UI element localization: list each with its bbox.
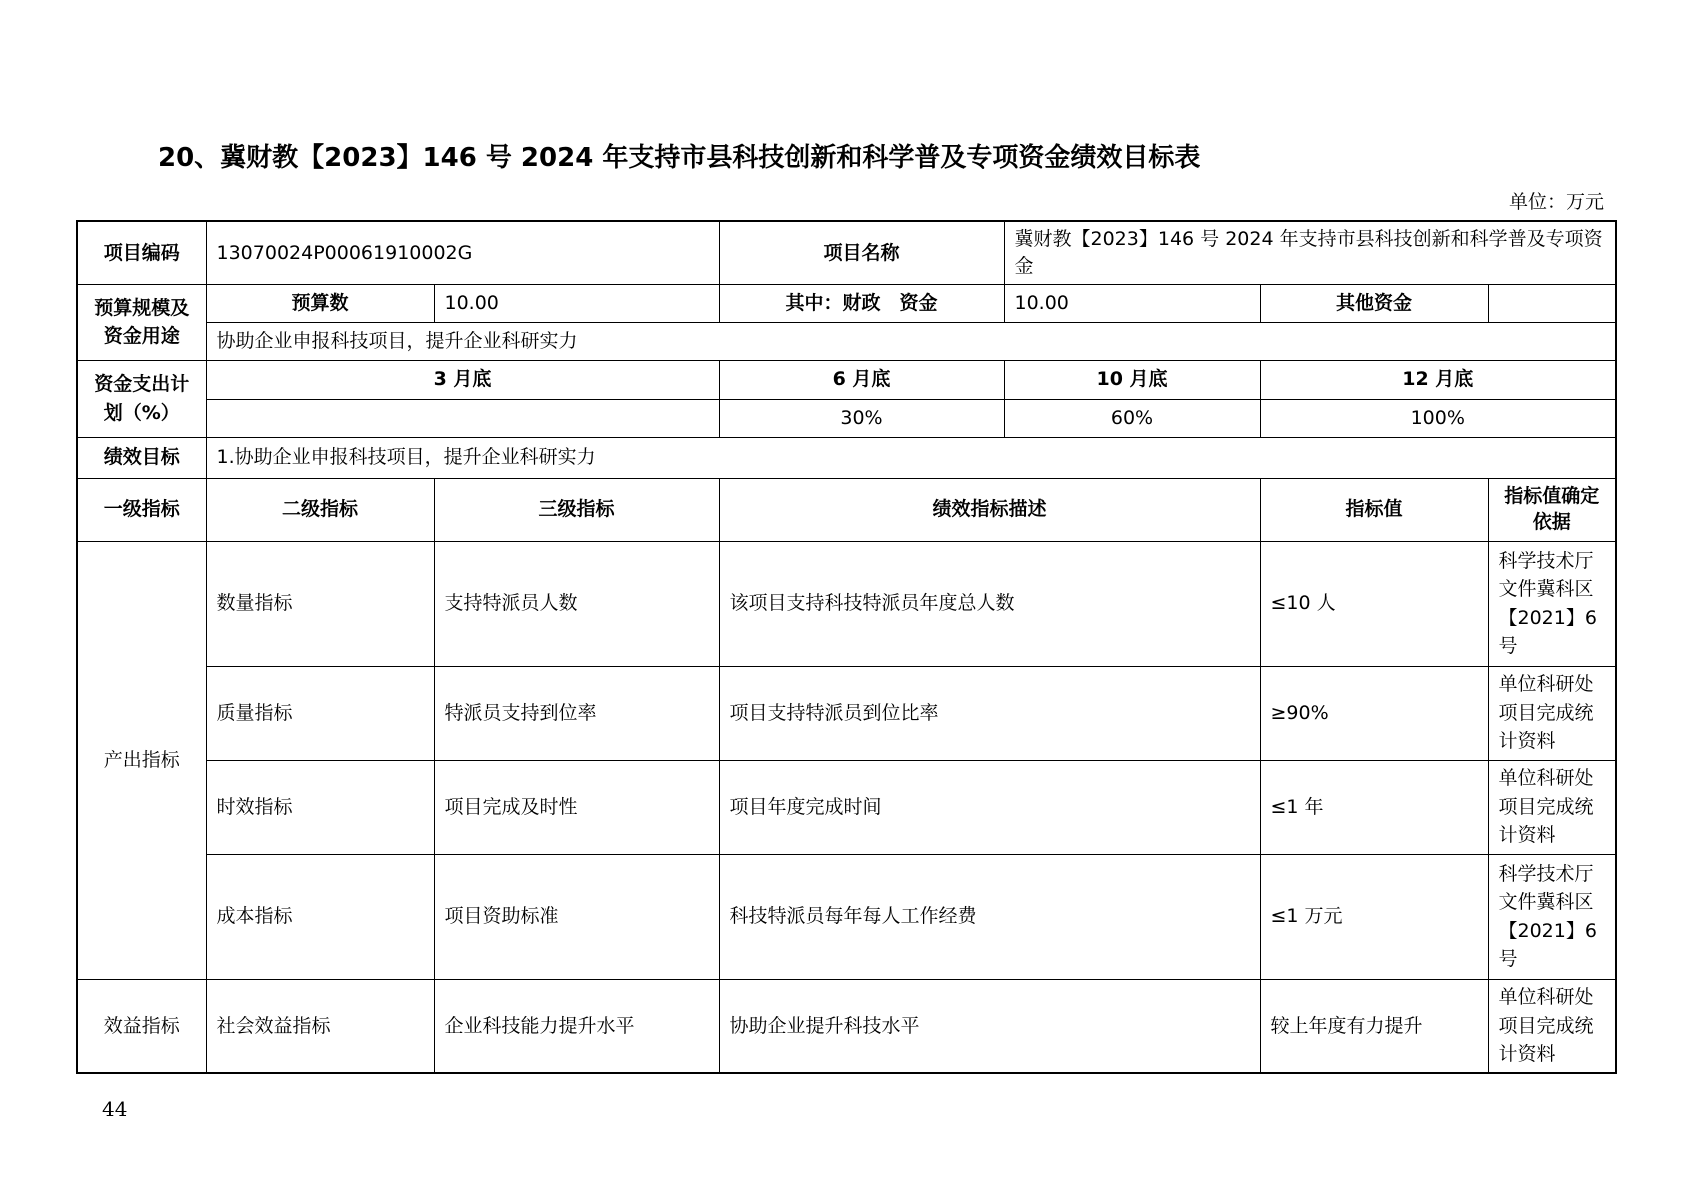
performance-table xyxy=(76,220,1617,1074)
value-cell: ≤1 年 xyxy=(1260,760,1488,854)
description-cell: 科技特派员每年每人工作经费 xyxy=(719,854,1260,979)
budget-row xyxy=(77,284,1616,322)
level1-benefit: 效益指标 xyxy=(77,979,206,1073)
plan-col-dec: 12 月底 xyxy=(1260,360,1616,399)
level3-cell: 项目资助标准 xyxy=(434,854,719,979)
goal-text: 1.协助企业申报科技项目，提升企业科研实力 xyxy=(206,437,1616,478)
plan-col-jun: 6 月底 xyxy=(719,360,1004,399)
page-number: 44 xyxy=(102,1097,128,1121)
table-row xyxy=(77,541,1616,666)
level3-cell: 企业科技能力提升水平 xyxy=(434,979,719,1073)
plan-value-dec: 100% xyxy=(1260,399,1616,437)
budget-amount-label: 预算数 xyxy=(206,284,434,322)
plan-header-row xyxy=(77,360,1616,399)
table-row xyxy=(77,760,1616,854)
plan-section-label: 资金支出计划（%） xyxy=(77,360,206,437)
description-cell: 该项目支持科技特派员年度总人数 xyxy=(719,541,1260,666)
header-basis: 指标值确定依据 xyxy=(1488,478,1616,541)
header-description: 绩效指标描述 xyxy=(719,478,1260,541)
funds-usage: 协助企业申报科技项目，提升企业科研实力 xyxy=(206,322,1616,360)
header-level3: 三级指标 xyxy=(434,478,719,541)
finance-funds-label: 其中：财政 资金 xyxy=(719,284,1004,322)
project-info-row xyxy=(77,221,1616,284)
value-cell: 较上年度有力提升 xyxy=(1260,979,1488,1073)
level2-cell: 社会效益指标 xyxy=(206,979,434,1073)
level1-output: 产出指标 xyxy=(77,541,206,979)
plan-value-mar xyxy=(206,399,719,437)
finance-funds: 10.00 xyxy=(1004,284,1260,322)
plan-col-oct: 10 月底 xyxy=(1004,360,1260,399)
level2-cell: 数量指标 xyxy=(206,541,434,666)
value-cell: ≤10 人 xyxy=(1260,541,1488,666)
description-cell: 项目支持特派员到位比率 xyxy=(719,666,1260,760)
level2-cell: 质量指标 xyxy=(206,666,434,760)
basis-cell: 单位科研处项目完成统计资料 xyxy=(1488,979,1616,1073)
plan-values-row xyxy=(77,399,1616,437)
plan-value-jun: 30% xyxy=(719,399,1004,437)
usage-row xyxy=(77,322,1616,360)
plan-value-oct: 60% xyxy=(1004,399,1260,437)
description-cell: 项目年度完成时间 xyxy=(719,760,1260,854)
plan-col-mar: 3 月底 xyxy=(206,360,719,399)
header-level2: 二级指标 xyxy=(206,478,434,541)
value-cell: ≤1 万元 xyxy=(1260,854,1488,979)
level2-cell: 成本指标 xyxy=(206,854,434,979)
page-title: 20、冀财教【2023】146 号 2024 年支持市县科技创新和科学普及专项资金绩效目标表 xyxy=(158,143,1201,173)
header-level1: 一级指标 xyxy=(77,478,206,541)
table-row xyxy=(77,666,1616,760)
project-name-label: 项目名称 xyxy=(719,221,1004,284)
level3-cell: 支持特派员人数 xyxy=(434,541,719,666)
basis-cell: 科学技术厅文件冀科区【2021】6 号 xyxy=(1488,541,1616,666)
goal-row xyxy=(77,437,1616,478)
budget-amount: 10.00 xyxy=(434,284,719,322)
project-code: 13070024P00061910002G xyxy=(206,221,719,284)
table-row xyxy=(77,854,1616,979)
basis-cell: 单位科研处项目完成统计资料 xyxy=(1488,666,1616,760)
unit-label: 单位：万元 xyxy=(1508,191,1604,213)
table-row xyxy=(77,979,1616,1073)
basis-cell: 单位科研处项目完成统计资料 xyxy=(1488,760,1616,854)
project-name: 冀财教【2023】146 号 2024 年支持市县科技创新和科学普及专项资金 xyxy=(1004,221,1616,284)
other-funds xyxy=(1488,284,1616,322)
other-funds-label: 其他资金 xyxy=(1260,284,1488,322)
header-value: 指标值 xyxy=(1260,478,1488,541)
indicator-header-row xyxy=(77,478,1616,541)
level3-cell: 特派员支持到位率 xyxy=(434,666,719,760)
level3-cell: 项目完成及时性 xyxy=(434,760,719,854)
goal-label: 绩效目标 xyxy=(77,437,206,478)
project-code-label: 项目编码 xyxy=(77,221,206,284)
basis-cell: 科学技术厅文件冀科区【2021】6 号 xyxy=(1488,854,1616,979)
description-cell: 协助企业提升科技水平 xyxy=(719,979,1260,1073)
budget-section-label: 预算规模及资金用途 xyxy=(77,284,206,360)
value-cell: ≥90% xyxy=(1260,666,1488,760)
level2-cell: 时效指标 xyxy=(206,760,434,854)
